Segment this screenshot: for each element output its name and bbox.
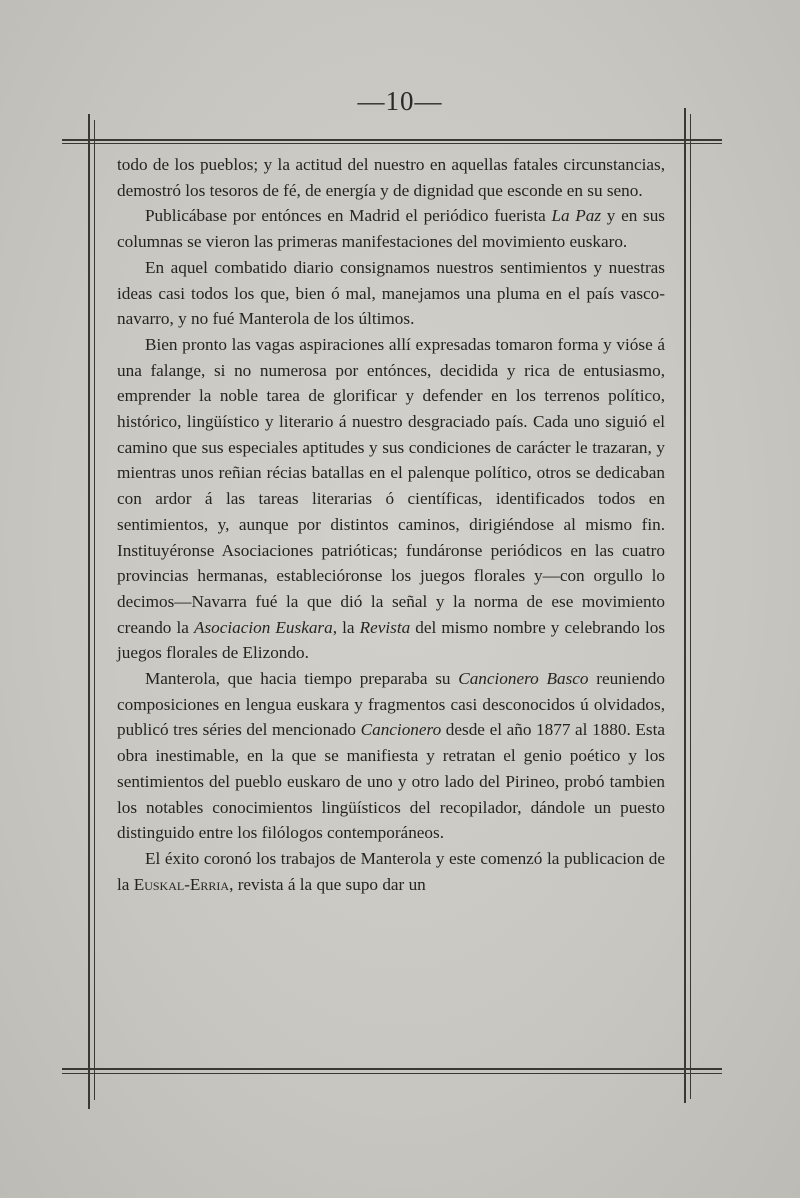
paragraph: [117, 666, 665, 846]
paragraph: [117, 203, 665, 254]
paragraph: [117, 152, 665, 203]
text-run: desde el año 1877 al 1880. Esta obra inestimable, en la que se manifiesta y retratan el genio poético y los sentimientos del pueblo euskaro de uno y otro lado del Pirineo, probó tambien los notables conocimientos lingüísticos del recopilador, dándole un puesto distinguido entre los filólogos contemporáneos.: [117, 720, 665, 843]
text-run: , revista á la que supo dar un: [229, 874, 426, 894]
text-run: En aquel combatido diario consignamos nuestros sentimientos y nuestras ideas casi todos los que, bien ó mal, manejamos una pluma en el país vasco-navarro, y no fué Manterola de los últimos.: [117, 257, 665, 329]
text-run: del mismo nombre y celebrando los juegos florales de Elizondo.: [117, 617, 666, 663]
text-run: Publicábase por entónces en Madrid el periódico fuerista: [145, 206, 552, 226]
body-text: [117, 152, 665, 897]
paragraph: [117, 255, 665, 332]
text-run: Manterola, que hacia tiempo preparaba su: [145, 669, 459, 689]
italic-text: La Paz: [551, 206, 602, 226]
italic-text: Cancionero Basco: [458, 669, 589, 689]
text-run: El éxito coronó los trabajos de Manterola y este comenzó la publicacion de la: [117, 848, 665, 894]
frame-top-rule-thin: [62, 143, 722, 144]
frame-bottom-rule: [62, 1068, 722, 1070]
frame-bottom-rule-thin: [62, 1073, 722, 1074]
text-run: , la: [332, 617, 360, 637]
text-run: reuniendo composiciones en lengua euskara y fragmentos casi desconocidos ú olvidados, publicó tres séries del mencionado: [117, 669, 665, 740]
italic-text: Revista: [359, 617, 411, 637]
text-run: Bien pronto las vagas aspiraciones allí expresadas tomaron forma y vióse á una falange, si no numerosa por entónces, decidida y rica de entusiasmo, emprender la noble tarea de glorificar y defender en los terrenos político, histórico, lingüístico y literario á nuestro desgraciado país. Cada uno siguió el camino que sus especiales aptitudes y sus condiciones de carácter le trazaran, y mientras unos reñian récias batallas en el palenque político, otros se dedicaban con ardor á las tareas literarias ó científicas, identificados todos en sentimientos, y, aunque por distintos caminos, dirigiéndose al mismo fin. Instituyéronse Asociaciones patrióticas; fundáronse periódicos en las cuatro provincias hermanas, establecióronse los juegos florales y—con orgullo lo decimos—Navarra fué la que dió la señal y la norma de ese movimiento creando la: [117, 334, 665, 637]
small-caps-text: Euskal-Erria: [133, 874, 230, 894]
paragraph: [117, 332, 665, 666]
frame-left-rule-thin: [94, 120, 95, 1100]
page-number: —10—: [357, 86, 443, 116]
paragraph: [117, 846, 665, 897]
frame-top-rule: [62, 139, 722, 141]
italic-text: Cancionero: [360, 720, 442, 740]
text-run: y en sus columnas se vieron las primeras manifestaciones del movimiento euskaro.: [117, 206, 665, 252]
frame-left-rule: [88, 114, 90, 1109]
text-run: todo de los pueblos; y la actitud del nuestro en aquellas fatales circunstancias, demostró los tesoros de fé, de energía y de dignidad que esconde en su seno.: [117, 155, 665, 200]
italic-text: Asociacion Euskara: [193, 617, 333, 637]
frame-right-rule-thin: [690, 114, 691, 1099]
frame-right-rule: [684, 108, 686, 1103]
